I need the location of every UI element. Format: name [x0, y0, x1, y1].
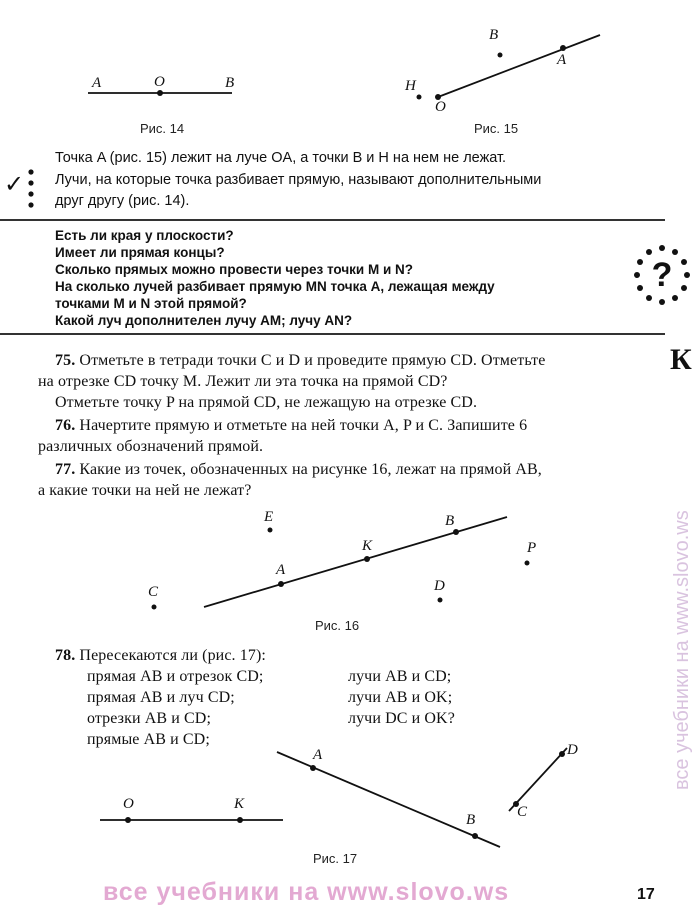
- fig17-drawing: [100, 748, 567, 847]
- fig16-caption: Рис. 16: [315, 618, 360, 633]
- fig16-point-k: [364, 556, 370, 562]
- question-6: Какой луч дополнителен лучу AM; лучу AN?: [55, 313, 353, 328]
- exercise-77-number: 77.: [55, 461, 76, 478]
- fig16-point-a: [278, 581, 284, 587]
- page-number: 17: [637, 886, 655, 903]
- checkmark-icon: ✓: [4, 170, 25, 198]
- exercise-78-right-column: [348, 666, 455, 729]
- fig15-label-a: A: [557, 52, 567, 68]
- fig16-drawing: [152, 517, 530, 610]
- exercise-77: [38, 459, 665, 501]
- exercise-75: [38, 350, 665, 413]
- exercise-75-line-3: Отметьте точку P на прямой CD, не лежащую на отрезке CD.: [55, 394, 478, 411]
- fig15-point-a: [560, 45, 566, 51]
- exercise-76-line-1: Начертите прямую и отметьте на ней точки A, P и C. Запишите 6: [79, 417, 528, 434]
- question-3: Сколько прямых можно провести через точки M и N?: [55, 262, 414, 277]
- fig16-label-c: C: [148, 584, 159, 600]
- divider-top: [0, 219, 665, 221]
- fig17-label-a: A: [313, 747, 323, 763]
- fig14-label-a: A: [92, 75, 102, 91]
- fig16-label-e: E: [264, 509, 274, 525]
- fig17-label-c: C: [517, 804, 528, 820]
- exercise-78-left-3: отрезки AB и CD;: [87, 710, 211, 727]
- exercise-76-line-2: различных обозначений прямой.: [38, 438, 264, 455]
- fig17-point-b: [472, 833, 478, 839]
- fig15-caption: Рис. 15: [474, 121, 519, 136]
- fig17-caption: Рис. 17: [313, 851, 358, 866]
- question-1: Есть ли края у плоскости?: [55, 228, 234, 243]
- divider-bottom: [0, 333, 665, 335]
- fig16-point-c: [152, 605, 157, 610]
- fig16-label-b: B: [445, 513, 455, 529]
- fig17-line-ab: [277, 752, 500, 847]
- exercise-78-left-1: прямая AB и отрезок CD;: [87, 668, 264, 685]
- question-5: точками M и N этой прямой?: [55, 296, 247, 311]
- fig15-label-h: H: [405, 78, 416, 94]
- fig17-point-k: [237, 817, 243, 823]
- svg-text:?: ?: [651, 256, 673, 294]
- fig14-label-b: B: [225, 75, 235, 91]
- fig15-point-h: [417, 95, 422, 100]
- exercise-76-number: 76.: [55, 417, 76, 434]
- question-mark-icon: [632, 244, 692, 306]
- fig16-label-a: A: [276, 562, 286, 578]
- fig17-label-d: D: [567, 742, 578, 758]
- theory-line-2: Лучи, на которые точка разбивает прямую, называют дополнительными: [55, 172, 542, 188]
- fig17-label-o: O: [123, 796, 134, 812]
- fig17-point-a: [310, 765, 316, 771]
- exercise-78-number: 78.: [55, 647, 76, 664]
- exercise-75-line-2: на отрезке CD точку M. Лежит ли эта точка на прямой CD?: [38, 373, 448, 390]
- fig16-label-d: D: [434, 578, 445, 594]
- exercise-78-right-1: лучи AB и CD;: [348, 668, 452, 685]
- fig14-label-o: O: [154, 74, 165, 90]
- exercise-75-line-1: Отметьте в тетради точки C и D и проведите прямую CD. Отметьте: [79, 352, 546, 369]
- exercise-77-line-2: а какие точки на ней не лежат?: [38, 482, 252, 499]
- question-2: Имеет ли прямая концы?: [55, 245, 225, 260]
- fig15-point-b: [498, 53, 503, 58]
- exercise-78-left-column: [87, 666, 263, 750]
- exercise-78-left-2: прямая AB и луч CD;: [87, 689, 235, 706]
- fig17-point-o: [125, 817, 131, 823]
- footer-watermark: все учебники на www.slovo.ws: [103, 878, 510, 906]
- fig17-label-k: K: [234, 796, 245, 812]
- fig16-label-p: P: [527, 540, 537, 556]
- fig15-label-o: O: [435, 99, 446, 115]
- fig16-label-k: K: [362, 538, 373, 554]
- fig14-caption: Рис. 14: [140, 121, 185, 136]
- fig16-point-p: [525, 561, 530, 566]
- exercise-75-number: 75.: [55, 352, 76, 369]
- theory-line-1: Точка A (рис. 15) лежит на луче OA, а точки B и H на нем не лежат.: [55, 150, 507, 166]
- fig16-line-ab: [204, 517, 507, 607]
- exercise-78-right-3: лучи DC и OK?: [348, 710, 455, 727]
- fig16-point-d: [438, 598, 443, 603]
- dots-marker-icon: [26, 168, 36, 212]
- fig15-label-b: B: [489, 27, 499, 43]
- exercise-77-line-1: Какие из точек, обозначенных на рисунке 16, лежат на прямой AB,: [79, 461, 542, 478]
- fig15-drawing: [417, 35, 601, 100]
- questions-block: [55, 227, 615, 329]
- side-letter-k: К: [670, 343, 692, 376]
- exercise-76: [38, 415, 665, 457]
- exercise-78-left-4: прямые AB и CD;: [87, 731, 210, 748]
- fig17-label-b: B: [466, 812, 476, 828]
- exercise-78-intro: [55, 645, 266, 666]
- fig15-ray-oa: [438, 35, 600, 97]
- exercise-78-intro-text: Пересекаются ли (рис. 17):: [79, 647, 266, 664]
- fig16-point-e: [268, 528, 273, 533]
- theory-line-3: друг другу (рис. 14).: [55, 193, 190, 209]
- question-4: На сколько лучей разбивает прямую MN точка A, лежащая между: [55, 279, 495, 294]
- exercise-78-right-2: лучи AB и OK;: [348, 689, 453, 706]
- side-watermark: все учебники на www.slovo.ws: [671, 510, 693, 790]
- fig17-point-d: [559, 751, 565, 757]
